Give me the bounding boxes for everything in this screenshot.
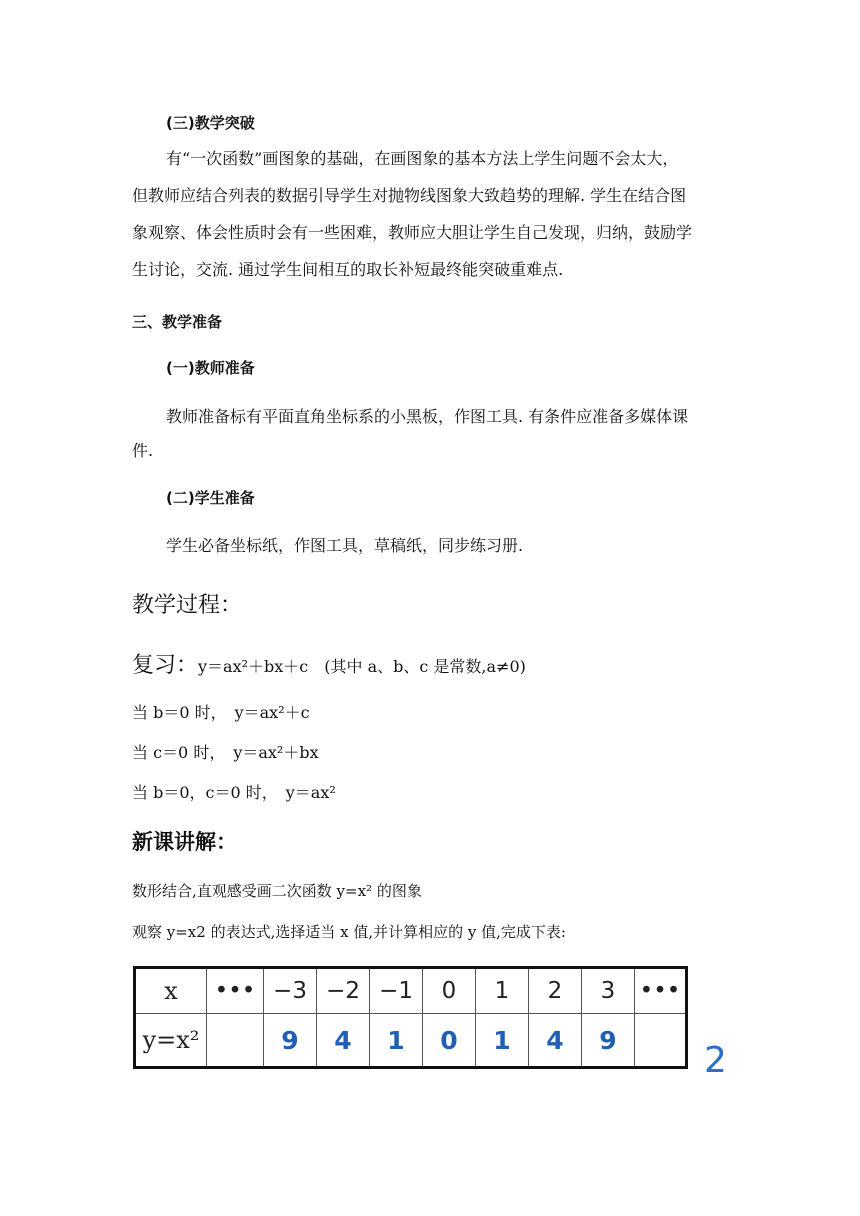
- heading-student-prep: (二)学生准备: [166, 489, 255, 507]
- table-cell: 4: [317, 1014, 370, 1068]
- review-label: 复习：: [132, 653, 199, 678]
- table-cell: •••: [207, 968, 264, 1014]
- new-lesson-line-2: 观察 y=x2 的表达式,选择适当 x 值,并计算相应的 y 值,完成下表:: [132, 923, 566, 941]
- teacher-prep-line-1: 教师准备标有平面直角坐标系的小黑板，作图工具. 有条件应准备多媒体课: [166, 407, 689, 426]
- table-cell: 4: [529, 1014, 582, 1068]
- case-b-zero: 当 b＝0 时， y＝ax²＋c: [132, 703, 310, 722]
- new-lesson-title: 新课讲解：: [132, 830, 237, 854]
- process-title: 教学过程：: [132, 593, 243, 618]
- table-cell: x: [135, 968, 207, 1014]
- table-cell: 1: [476, 1014, 529, 1068]
- case-bc-zero: 当 b＝0，c＝0 时， y＝ax²: [132, 783, 336, 802]
- table-cell: •••: [635, 968, 687, 1014]
- table-cell: −3: [264, 968, 317, 1014]
- table-cell: −2: [317, 968, 370, 1014]
- heading-preparation: 三、教学准备: [132, 313, 223, 331]
- table-cell: 9: [264, 1014, 317, 1068]
- case-c-zero: 当 c＝0 时， y＝ax²＋bx: [132, 743, 319, 762]
- table-cell: −1: [370, 968, 423, 1014]
- table-cell: 1: [476, 968, 529, 1014]
- paragraph-line-2: 但教师应结合列表的数据引导学生对抛物线图象大致趋势的理解. 学生在结合图: [132, 186, 687, 205]
- values-table: [133, 966, 688, 1069]
- review-line: [132, 648, 526, 679]
- table-cell: 2: [529, 968, 582, 1014]
- table-cell: 9: [582, 1014, 635, 1068]
- table-cell: [635, 1014, 687, 1068]
- table-cell: 0: [423, 1014, 476, 1068]
- heading-breakthrough: (三)教学突破: [166, 114, 255, 132]
- table-row-y: [135, 1014, 687, 1068]
- page-number: 2: [704, 1040, 727, 1081]
- table-cell: y=x²: [135, 1014, 207, 1068]
- paragraph-line-3: 象观察、体会性质时会有一些困难，教师应大胆让学生自己发现，归纳，鼓励学: [132, 223, 693, 242]
- student-prep-text: 学生必备坐标纸，作图工具，草稿纸，同步练习册.: [166, 536, 524, 555]
- table-cell: 1: [370, 1014, 423, 1068]
- table-row-x: [135, 968, 687, 1014]
- table-cell: [207, 1014, 264, 1068]
- review-formula: y＝ax²＋bx＋c (其中 a、b、c 是常数,a≠0): [198, 657, 526, 676]
- paragraph-line-4: 生讨论，交流. 通过学生间相互的取长补短最终能突破重难点.: [132, 260, 564, 279]
- new-lesson-line-1: 数形结合,直观感受画二次函数 y=x² 的图象: [132, 882, 422, 900]
- teacher-prep-line-2: 件.: [132, 441, 154, 460]
- table-cell: 3: [582, 968, 635, 1014]
- table-cell: 0: [423, 968, 476, 1014]
- heading-teacher-prep: (一)教师准备: [166, 359, 255, 377]
- paragraph-line-1: 有“一次函数”画图象的基础，在画图象的基本方法上学生问题不会太大，: [166, 149, 679, 168]
